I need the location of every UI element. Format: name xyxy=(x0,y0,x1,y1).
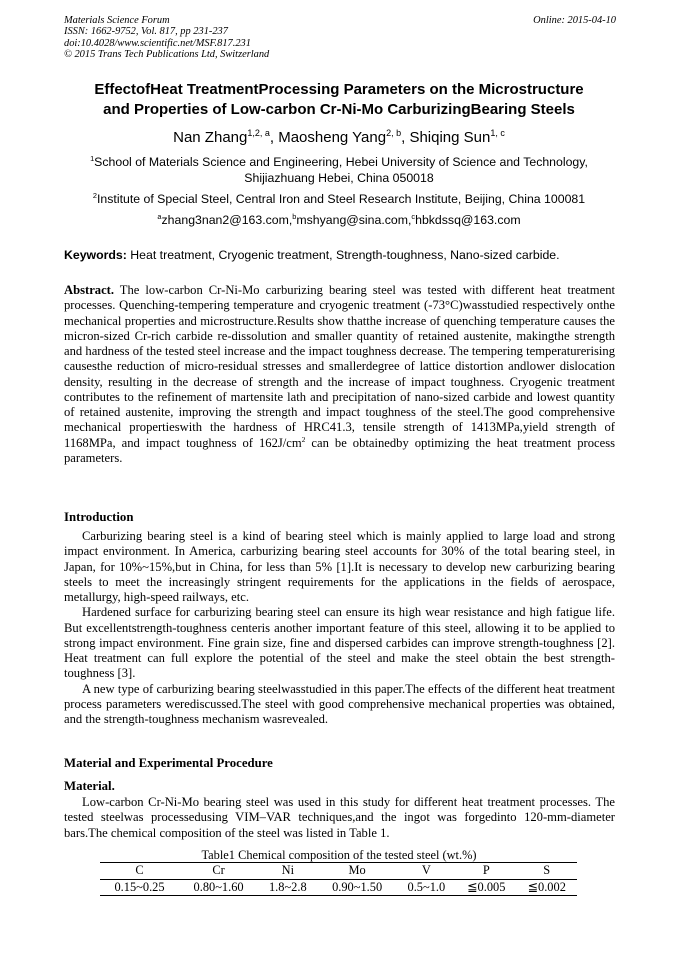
title-line: EffectofHeat TreatmentProcessing Parameters on the Microstructure xyxy=(94,81,584,98)
affiliation xyxy=(60,192,618,208)
table-header-cell: Mo xyxy=(348,863,366,877)
title-line: and Properties of Low-carbon Cr-Ni-Mo CarburizingBearing Steels xyxy=(103,100,575,118)
table-cell: ≦0.002 xyxy=(527,879,566,894)
author-affil-mark: 2, b xyxy=(386,128,402,138)
composition-table xyxy=(100,862,577,896)
section-heading-material: Material and Experimental Procedure xyxy=(64,756,273,770)
affiliation-mark: 2 xyxy=(92,190,98,200)
email-address: hbkdssq@163.com xyxy=(415,213,521,227)
online-date: Online: 2015-04-10 xyxy=(533,15,616,26)
table-header-cell: Ni xyxy=(281,863,295,877)
author-name: Shiqing Sun xyxy=(409,129,491,146)
material-body xyxy=(64,795,615,841)
author-affil-mark: 1, c xyxy=(490,128,505,138)
affiliation xyxy=(60,155,618,186)
table-cell: 0.15~0.25 xyxy=(114,879,165,894)
author-list xyxy=(40,129,638,147)
journal-issn: ISSN: 1662-9752, Vol. 817, pp 231-237 xyxy=(64,26,228,38)
abstract xyxy=(64,283,615,466)
author-separator: , xyxy=(401,129,410,146)
table-cell: 1.8~2.8 xyxy=(268,879,307,894)
email-address: mshyang@sina.com, xyxy=(296,213,412,227)
table-header-cell: S xyxy=(543,863,551,877)
paragraph: Low-carbon Cr-Ni-Mo bearing steel was used in this study for different heat treatment processes. The tested steelwas processedusing VIM–VAR techniques,and the ingot was forgedinto 120-mm-diameter bars.The chemical composition of the steel was listed in Table 1. xyxy=(64,795,615,840)
email-mark: a xyxy=(157,211,162,221)
paragraph: A new type of carburizing bearing steelwasstudied in this paper.The effects of the different heat treatment process parameters werediscussed.The steel with good comprehensive mechanical properties was obtained, and the strength-toughness mechanism wasrevealed. xyxy=(64,681,615,726)
affiliation-line: School of Materials Science and Engineering, Hebei University of Science and Technology, xyxy=(94,155,588,169)
table-caption: Table1 Chemical composition of the tested steel (wt.%) xyxy=(201,848,477,862)
keywords xyxy=(64,248,616,263)
paragraph: Hardened surface for carburizing bearing steel can ensure its high wear resistance and high fatigue life. But excellentstrength-toughness centeris another important feature of this steel, allowing it to be applied to strong impact environment. Fine grain size, fine and dispersed carbides can improve strength-toughness [2]. Heat treatment can full explore the potential of the steel and make the steel obtain the best strength-toughness [3]. xyxy=(64,605,615,681)
author-name: Maosheng Yang xyxy=(278,129,387,146)
subsection-heading-material: Material. xyxy=(64,779,115,793)
email-mark: c xyxy=(411,211,416,221)
table-header-cell: Cr xyxy=(212,863,225,877)
paragraph: Carburizing bearing steel is a kind of bearing steel which is mainly applied to large load and strong impact environment. In America, carburizing bearing steel accounts for 30% of the total bearing steel, in Japan, for 10%~15%,but in China, for less than 5% [1].It is necessary to develop new carburizing bearing steels to meet the increasingly stringent requirements for the applications in the fields of aerospace, metallurgy, high-speed railways, etc. xyxy=(64,529,615,604)
email-list xyxy=(60,213,618,228)
table-row xyxy=(100,879,577,896)
table-header-cell: V xyxy=(421,863,431,877)
introduction-body xyxy=(64,529,615,727)
table-header-cell: P xyxy=(482,863,490,877)
keywords-text: Heat treatment, Cryogenic treatment, Strength-toughness, Nano-sized carbide. xyxy=(126,248,560,262)
abstract-text: The low-carbon Cr-Ni-Mo carburizing bearing steel was tested with different heat treatment processes. Quenching-tempering temperature and cryogenic treatment (-73°C)wasstudied respectively onthe mechanical properties and microstructure.Results show thatthe increase of quenching temperature causes the micron-sized Cr-rich carbide re-dissolution and smaller quantity of retained austenite, makingthe strength and hardness of the tested steel increase and the impact toughness decrease. The tempering temperaturerising causesthe reduction of micro-residual stresses and smallerdegree of lattice distortion andlower dislocation density, resulting in the decrease of strength and the increase of impact toughness. Cryogenic treatment contributes to the refinement of martensite lath and precipitation of nano-sized carbide and lowest quantity of retained austenite, improving the strength and impact toughness of the steel.The good comprehensive mechanical propertieswith the hardness of HRC41.3, tensile strength of 1413MPa,yield strength of 1168MPa, and impact toughness of 162J/cm xyxy=(64,283,615,450)
author-name: Nan Zhang xyxy=(173,129,248,146)
author-separator: , xyxy=(269,129,279,146)
email-mark: b xyxy=(292,211,297,221)
affiliation-line: Institute of Special Steel, Central Iron and Steel Research Institute, Beijing, China 100081 xyxy=(97,192,586,206)
table-cell: ≦0.005 xyxy=(467,879,506,894)
table-cell: 0.5~1.0 xyxy=(407,879,446,894)
affiliation-line: Shijiazhuang Hebei, China 050018 xyxy=(244,170,434,185)
table-header-cell: C xyxy=(135,863,144,877)
journal-header xyxy=(64,15,269,60)
journal-name: Materials Science Forum xyxy=(64,15,170,26)
paper-title xyxy=(40,80,638,119)
keywords-label: Keywords: xyxy=(64,248,127,262)
table-cell: 0.80~1.60 xyxy=(193,879,244,894)
abstract-label: Abstract. xyxy=(64,283,115,297)
journal-doi: doi:10.4028/www.scientific.net/MSF.817.231 xyxy=(64,37,251,49)
table-header-row xyxy=(100,863,577,880)
table-cell: 0.90~1.50 xyxy=(332,879,383,894)
affiliation-mark: 1 xyxy=(90,153,95,163)
email-address: zhang3nan2@163.com, xyxy=(161,213,293,227)
journal-copyright: © 2015 Trans Tech Publications Ltd, Switzerland xyxy=(64,48,270,60)
author-affil-mark: 1,2, a xyxy=(247,128,270,138)
section-heading-introduction: Introduction xyxy=(64,510,134,524)
abstract-text-tail: can be obtainedby optimizing the heat treatment process parameters. xyxy=(64,435,615,465)
abstract-superscript: 2 xyxy=(301,434,306,444)
